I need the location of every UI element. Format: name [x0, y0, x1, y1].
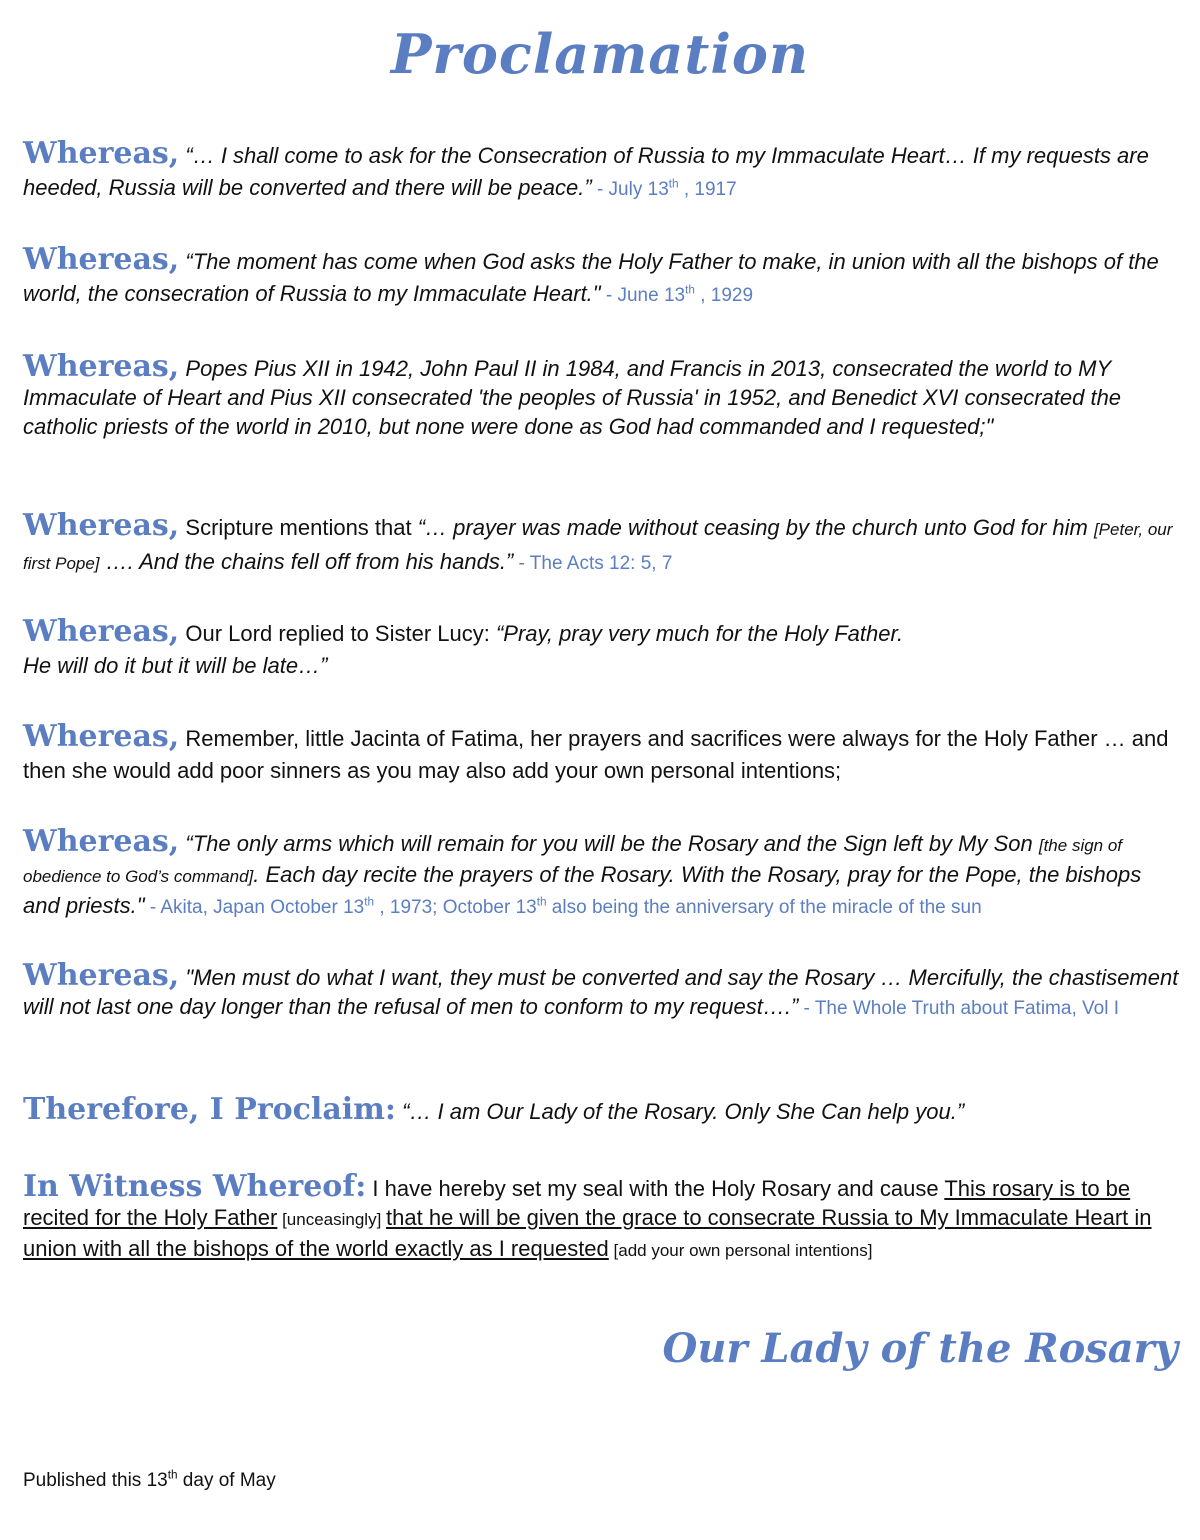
- whereas-lead: Whereas,: [23, 719, 180, 754]
- published-text: day of May: [177, 1470, 276, 1491]
- quote-line-2: He will do it but it will be late…”: [23, 653, 328, 678]
- citation: [601, 285, 753, 306]
- therefore-paragraph: [23, 1094, 1183, 1128]
- citation-text: - June 13: [600, 285, 686, 306]
- paragraph-intro: Our Lord replied to Sister Lucy:: [185, 621, 496, 646]
- citation-sup: th: [685, 283, 695, 297]
- therefore-lead: Therefore, I Proclaim:: [23, 1092, 396, 1127]
- quote: …. And the chains fell off from his hands.”: [99, 549, 514, 574]
- citation: - The Acts 12: 5, 7: [513, 553, 673, 574]
- whereas-lead: Whereas,: [23, 824, 180, 859]
- whereas-lead: Whereas,: [23, 242, 180, 277]
- quote: “The moment has come when God asks the Holy Father to make, in union with all the bishops of the world, the consecration of Russia to my Immaculate Heart.": [23, 249, 1159, 306]
- whereas-lead: Whereas,: [23, 508, 180, 543]
- whereas-paragraph-4: [23, 510, 1183, 580]
- bracket-note: [the sign of obedience to God’s command]: [23, 836, 1123, 886]
- page-title: Proclamation: [390, 22, 810, 86]
- citation: - The Whole Truth about Fatima, Vol I: [798, 998, 1119, 1019]
- paragraph-text: Remember, little Jacinta of Fatima, her prayers and sacrifices were always for the Holy Father … and then she would add poor sinners as you may also add your own personal intentions;: [23, 726, 1169, 783]
- whereas-paragraph-3: [23, 349, 1183, 441]
- citation-text: , 1917: [678, 179, 737, 200]
- citation-sup: th: [668, 177, 679, 191]
- citation-text: , 1929: [694, 285, 754, 306]
- underlined-text: that he will be given the grace to consecrate Russia to My Immaculate Heart in union with all the bishops of the world exactly as I requested: [23, 1205, 1152, 1261]
- published-date: [23, 1470, 276, 1492]
- quote: . Each day recite the prayers of the Rosary. With the Rosary, pray for the Pope, the bishops and priests.": [23, 862, 1142, 918]
- whereas-lead: Whereas,: [23, 614, 180, 649]
- whereas-paragraph-1: [23, 138, 1183, 206]
- whereas-paragraph-6: [23, 721, 1183, 787]
- bracket-note: [unceasingly]: [277, 1210, 387, 1229]
- quote: "Men must do what I want, they must be converted and say the Rosary … Mercifully, the chastisement will not last one day longer than the refusal of men to conform to my request….”: [23, 965, 1179, 1019]
- paragraph-intro: Scripture mentions that: [185, 515, 418, 540]
- quote: “… I shall come to ask for the Consecration of Russia to my Immaculate Heart… If my requests are heeded, Russia will be converted and there will be peace.”: [23, 143, 1149, 200]
- witness-lead: In Witness Whereof:: [23, 1169, 367, 1204]
- paragraph-text: Popes Pius XII in 1942, John Paul II in 1984, and Francis in 2013, consecrated the world to MY Immaculate of Heart and Pius XII consecrated 'the peoples of Russia' in 1952, and Benedict XVI consecrated the catholic priests of the world in 2010, but none were done as God had commanded and I requested;": [23, 356, 1122, 439]
- quote: “The only arms which will remain for you will be the Rosary and the Sign left by My Son: [185, 831, 1039, 856]
- quote: “… prayer was made without ceasing by the church unto God for him: [417, 515, 1094, 540]
- published-text: Published this 13: [23, 1470, 168, 1491]
- whereas-paragraph-5: [23, 616, 1183, 682]
- whereas-paragraph-7: [23, 824, 1183, 922]
- citation-text: , 1973; October 13: [374, 897, 537, 918]
- whereas-paragraph-2: [23, 244, 1183, 312]
- citation-text: also being the anniversary of the miracle of the sun: [546, 897, 982, 918]
- published-sup: th: [167, 1468, 178, 1482]
- citation-sup: th: [364, 895, 375, 909]
- underlined-text: This rosary is to be recited for the Holy Father: [23, 1176, 1131, 1230]
- signature: Our Lady of the Rosary: [662, 1325, 1178, 1372]
- whereas-paragraph-8: [23, 958, 1183, 1023]
- paragraph-text: I have hereby set my seal with the Holy Rosary and cause: [366, 1176, 945, 1201]
- citation-text: - Akita, Japan October 13: [144, 897, 365, 918]
- citation: [145, 897, 982, 918]
- witness-paragraph: [23, 1169, 1183, 1265]
- citation-sup: th: [536, 895, 547, 909]
- citation: [592, 179, 737, 200]
- whereas-lead: Whereas,: [23, 349, 180, 384]
- whereas-lead: Whereas,: [23, 136, 180, 171]
- bracket-note: [Peter, our first Pope]: [23, 520, 1173, 573]
- citation-text: - July 13: [591, 179, 669, 200]
- bracket-note: [add your own personal intentions]: [608, 1241, 873, 1260]
- quote-line-1: “Pray, pray very much for the Holy Father.: [495, 621, 904, 646]
- whereas-lead: Whereas,: [23, 958, 180, 993]
- quote: “… I am Our Lady of the Rosary. Only She Can help you.”: [395, 1099, 965, 1124]
